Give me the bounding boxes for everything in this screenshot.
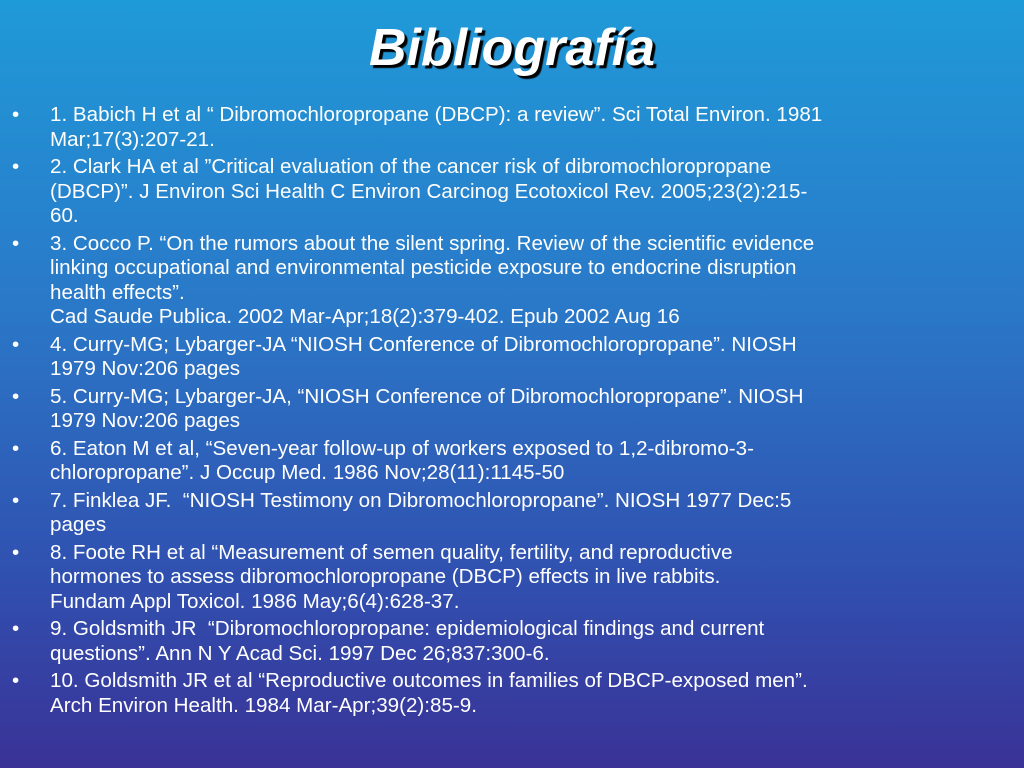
bullet-icon: • <box>12 231 20 255</box>
reference-line: Cad Saude Publica. 2002 Mar-Apr;18(2):379-402. Epub 2002 Aug 16 <box>50 305 680 328</box>
reference-line: 7. Finklea JF. “NIOSH Testimony on Dibromochloropropane”. NIOSH 1977 Dec:5 <box>50 488 792 512</box>
slide-title: Bibliografía <box>368 19 656 77</box>
reference-line: 1. Babich H et al “ Dibromochloropropane (DBCP): a review”. Sci Total Environ. 1981 <box>50 103 823 126</box>
reference-line: Fundam Appl Toxicol. 1986 May;6(4):628-37. <box>50 589 460 613</box>
reference-item <box>10 103 1014 152</box>
reference-line: 8. Foote RH et al “Measurement of semen quality, fertility, and reproductive <box>50 540 733 564</box>
bullet-icon: • <box>12 540 20 564</box>
reference-item <box>10 333 1014 382</box>
bullet-icon: • <box>12 384 20 408</box>
reference-line: 10. Goldsmith JR et al “Reproductive outcomes in families of DBCP-exposed men”. <box>50 669 808 692</box>
reference-line: Mar;17(3):207-21. <box>50 127 215 151</box>
reference-line: 6. Eaton M et al, “Seven-year follow-up of workers exposed to 1,2-dibromo-3- <box>50 436 754 460</box>
bullet-icon: • <box>12 617 20 640</box>
bullet-icon: • <box>12 103 20 126</box>
reference-line: health effects”. <box>50 280 185 304</box>
reference-line: 3. Cocco P. “On the rumors about the silent spring. Review of the scientific evidence <box>50 231 815 255</box>
bullet-icon: • <box>12 669 20 692</box>
reference-line: 60. <box>50 204 79 227</box>
bullet-icon: • <box>12 436 20 460</box>
reference-line: Arch Environ Health. 1984 Mar-Apr;39(2):85-9. <box>50 693 477 717</box>
reference-item <box>10 155 1014 229</box>
bullet-icon: • <box>12 488 20 512</box>
reference-item <box>10 437 1014 486</box>
reference-line: 1979 Nov:206 pages <box>50 357 241 380</box>
reference-line: 9. Goldsmith JR “Dibromochloropropane: epidemiological findings and current <box>50 617 765 640</box>
reference-line: (DBCP)”. J Environ Sci Health C Environ Carcinog Ecotoxicol Rev. 2005;23(2):215- <box>50 179 808 203</box>
reference-line: hormones to assess dibromochloropropane (DBCP) effects in live rabbits. <box>50 565 721 588</box>
bibliography-list <box>10 103 1014 721</box>
reference-line: 5. Curry-MG; Lybarger-JA, “NIOSH Conference of Dibromochloropropane”. NIOSH <box>50 384 804 408</box>
reference-line: pages <box>50 513 107 536</box>
reference-item <box>10 489 1014 538</box>
reference-item <box>10 232 1014 330</box>
reference-line: questions”. Ann N Y Acad Sci. 1997 Dec 26;837:300-6. <box>50 641 550 665</box>
reference-line: 4. Curry-MG; Lybarger-JA “NIOSH Conference of Dibromochloropropane”. NIOSH <box>50 332 797 356</box>
reference-line: linking occupational and environmental pesticide exposure to endocrine disruption <box>50 256 797 279</box>
bullet-icon: • <box>12 332 20 356</box>
reference-item <box>10 669 1014 718</box>
reference-line: 2. Clark HA et al ”Critical evaluation of the cancer risk of dibromochloropropane <box>50 155 772 178</box>
reference-line: chloropropane”. J Occup Med. 1986 Nov;28(11):1145-50 <box>50 461 565 484</box>
reference-item <box>10 541 1014 615</box>
reference-line: 1979 Nov:206 pages <box>50 409 241 432</box>
reference-item <box>10 617 1014 666</box>
reference-item <box>10 385 1014 434</box>
bullet-icon: • <box>12 155 20 178</box>
